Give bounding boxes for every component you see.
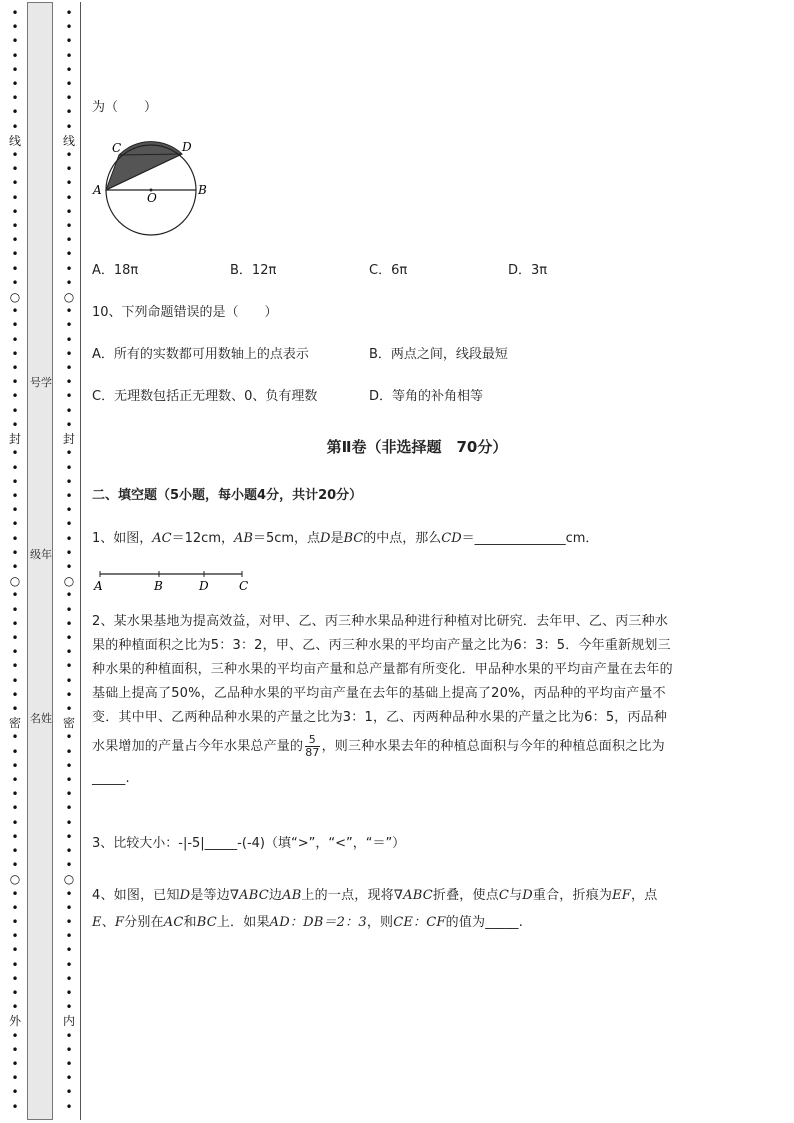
math-bc: BC [196,915,217,930]
binding-dot: • [65,787,73,802]
binding-dot: • [11,332,19,347]
binding-dot: • [11,787,19,802]
binding-dot: • [65,602,73,617]
binding-dot: • [65,304,73,319]
binding-dot: • [65,986,73,1001]
answer-blank[interactable]: ＝______________cm． [461,531,599,546]
binding-dot: • [65,460,73,475]
binding-dot: • [11,346,19,361]
binding-dot: • [11,1071,19,1086]
text: ，则三种水果去年的种植总面积与今年的种植总面积之比为 [321,739,665,754]
binding-dot: • [65,929,73,944]
text: 上．如果 [216,915,270,930]
q10-option-a[interactable]: A．所有的实数都可用数轴上的点表示 [92,347,309,362]
math-ac: AC [152,531,172,546]
binding-dot: • [11,772,19,787]
binding-dot: • [11,219,19,234]
math-ab: AB [233,531,253,546]
binding-marker: 封 [8,432,21,447]
binding-dot: • [11,162,19,177]
binding-dot: • [65,77,73,92]
binding-dot: • [11,204,19,219]
binding-dot: • [11,1028,19,1043]
fraction-5-87 [305,734,319,759]
fill-q3-stem: 3、比较大小：-|-5|_____-(-4)（填“>”，“<”，“＝”） [92,836,406,851]
q2-line: 果的种植面积之比为5：3：2，甲、乙、丙三种水果的平均亩产量之比为6：3：5．今年重新规划三 [92,638,671,653]
part2-title: 第Ⅱ卷（非选择题 70分） [326,438,508,456]
binding-dot: • [65,403,73,418]
binding-dot: • [11,34,19,49]
binding-dot: • [65,48,73,63]
fill-q1-stem [92,527,598,550]
binding-dot: • [65,772,73,787]
binding-dot: • [11,446,19,461]
binding-marker: ○ [63,290,75,305]
binding-dot: • [11,148,19,163]
math-cd: CD [441,531,462,546]
binding-dot: • [65,1085,73,1100]
binding-dot: • [11,361,19,376]
line-label-d: D [199,579,209,593]
binding-dot: • [11,503,19,518]
binding-dot: • [65,915,73,929]
binding-dot: • [65,559,73,574]
binding-dot: • [11,1085,19,1100]
q2-line: 变．其中甲、乙两种品种水果的产量之比为3：1，乙、丙两种品种水果的产量之比为6：5，丙品种 [92,710,668,725]
q9-option-d[interactable]: D．3π [508,263,548,278]
binding-dot: • [11,176,19,191]
binding-dot: • [65,417,73,432]
inner-dot-column [62,6,76,1121]
binding-dot: • [65,517,73,532]
binding-dot: • [11,488,19,503]
binding-marker: 线 [8,133,21,148]
binding-dot: • [65,190,73,205]
answer-blank[interactable]: _____. [92,771,130,786]
section2-title: 二、填空题（5小题，每小题4分，共计20分） [92,488,363,503]
binding-dot: • [65,375,73,390]
text: 水果增加的产量占今年水果总产量的 [92,739,304,754]
binding-dot: • [65,1071,73,1086]
binding-dot: • [11,403,19,418]
line-label-b: B [154,579,163,593]
binding-dot: • [65,957,73,972]
binding-dot: • [65,389,73,404]
binding-dot: • [11,517,19,532]
binding-marker: 密 [62,716,75,731]
field-student-id: 号学 [30,376,52,389]
binding-dot: • [65,318,73,333]
binding-dot: • [11,687,19,702]
binding-dot: • [65,233,73,248]
binding-dot: • [11,744,19,759]
binding-dot: • [11,645,19,660]
binding-dot: • [11,261,19,276]
text: 和 [183,915,197,930]
binding-dot: • [65,1057,73,1072]
text: 的中点，那么 [363,531,442,546]
binding-dot: • [65,829,73,844]
binding-dot: • [65,673,73,688]
binding-marker: ○ [9,574,21,589]
binding-dot: • [65,616,73,631]
text: ＝5cm，点 [252,531,321,546]
binding-dot: • [65,275,73,290]
binding-dot: • [65,247,73,262]
binding-dot: • [11,91,19,106]
binding-dot: • [65,105,73,120]
binding-dot: • [65,645,73,660]
binding-dot: • [65,971,73,986]
binding-dot: • [11,233,19,248]
binding-dot: • [11,304,19,319]
field-grade: 级年 [30,548,52,561]
binding-dot: • [11,559,19,574]
binding-dot: • [65,34,73,49]
binding-dot: • [65,1042,73,1057]
q10-option-b[interactable]: B．两点之间，线段最短 [369,347,508,362]
math-triangle: ∇ABC [393,888,433,903]
line-label-c: C [239,579,249,593]
binding-marker: ○ [9,872,21,887]
binding-dot: • [11,915,19,929]
fill-q2-stem [92,610,744,791]
binding-dot: • [65,1099,73,1114]
text: ，点 [631,888,658,903]
text: 边 [268,888,283,903]
binding-dot: • [65,162,73,177]
binding-border-line [80,2,81,1120]
math-ef: EF [612,888,632,903]
binding-dot: • [11,119,19,134]
binding-dot: • [65,744,73,759]
q4-line [92,882,744,909]
binding-dot: • [11,275,19,290]
q2-line [92,734,744,759]
binding-dot: • [65,815,73,830]
binding-dot: • [65,588,73,603]
binding-dot: • [65,630,73,645]
binding-marker: 线 [62,133,75,148]
binding-dot: • [11,673,19,688]
text: 分别在 [124,915,164,930]
binding-dot: • [65,886,73,901]
text: 与 [509,888,523,903]
answer-blank[interactable]: 的值为_____. [445,915,524,930]
binding-dot: • [11,957,19,972]
q4-line [92,909,744,936]
binding-dot: • [11,588,19,603]
text: ＝12cm， [171,531,234,546]
binding-dot: • [11,730,19,745]
binding-marker: ○ [63,872,75,887]
fill-q1-line-figure [92,566,262,596]
binding-dot: • [11,531,19,546]
binding-marker: ○ [63,574,75,589]
math-ac: AC [163,915,184,930]
binding-dot: • [65,148,73,163]
binding-dot: • [11,190,19,205]
q9-option-b[interactable]: B．12π [230,263,277,278]
field-name: 名姓 [30,712,52,725]
label-a: A [93,183,102,197]
binding-dot: • [11,77,19,92]
math-c: C [498,888,510,903]
binding-dot: • [65,446,73,461]
binding-dot: • [65,20,73,35]
binding-dot: • [11,545,19,560]
binding-dot: • [65,219,73,234]
binding-dot: • [65,204,73,219]
binding-dot: • [11,1099,19,1114]
binding-dot: • [11,886,19,901]
binding-dot: • [65,843,73,858]
binding-dot: • [11,616,19,631]
binding-marker: ○ [9,290,21,305]
binding-dot: • [11,20,19,35]
binding-dot: • [65,261,73,276]
binding-marker: 密 [8,716,21,731]
q2-line: 2、某水果基地为提高效益，对甲、乙、丙三种水果品种进行种植对比研究．去年甲、乙、丙三种水 [92,614,669,629]
math-ab: AB [282,888,302,903]
binding-dot: • [11,62,19,77]
q2-line: 基础上提高了50%，乙品种水果的平均亩产量在去年的基础上提高了20%，丙品种的平均亩产量不 [92,686,666,701]
binding-dot: • [65,474,73,489]
binding-marker: 外 [8,1014,21,1029]
binding-dot: • [65,346,73,361]
label-d: D [182,140,192,154]
line-label-a: A [94,579,103,593]
binding-dot: • [65,758,73,773]
binding-dot: • [11,247,19,262]
binding-dot: • [11,1000,19,1015]
binding-dot: • [65,91,73,106]
binding-dot: • [11,701,19,716]
q9-circle-figure [92,134,222,244]
binding-dot: • [65,545,73,560]
q9-stem-tail: 为（ ） [92,100,158,115]
label-o: O [147,191,157,205]
binding-dot: • [11,815,19,830]
binding-dot: • [65,176,73,191]
math-triangle: ∇ABC [229,888,269,903]
binding-dot: • [11,858,19,873]
q10-option-c[interactable]: C．无理数包括正无理数、0、负有理数 [92,389,318,404]
math-ratio: CE：CF [393,915,446,930]
binding-margin [0,0,84,1123]
binding-dot: • [65,1028,73,1043]
math-e: E [92,915,102,930]
binding-dot: • [11,105,19,120]
binding-dot: • [11,48,19,63]
text: 、 [101,915,115,930]
binding-dot: • [11,659,19,674]
binding-dot: • [11,829,19,844]
numerator: 5 [305,734,319,747]
outer-dot-column [8,6,22,1121]
binding-dot: • [11,630,19,645]
binding-dot: • [11,971,19,986]
binding-dot: • [11,801,19,816]
binding-dot: • [11,460,19,475]
binding-dot: • [65,943,73,958]
binding-dot: • [65,730,73,745]
info-strip [27,2,53,1120]
binding-dot: • [11,375,19,390]
binding-dot: • [65,687,73,702]
text: ，则 [366,915,394,930]
binding-dot: • [65,119,73,134]
math-d: D [522,888,533,903]
binding-dot: • [65,659,73,674]
binding-marker: 内 [62,1014,75,1029]
binding-dot: • [11,986,19,1001]
binding-dot: • [11,929,19,944]
binding-dot: • [65,531,73,546]
text: 是等边 [190,888,230,903]
math-bc: BC [343,531,364,546]
binding-dot: • [65,900,73,915]
q9-option-a[interactable]: A．18π [92,263,139,278]
text: 重合，折痕为 [532,888,613,903]
binding-dot: • [65,332,73,347]
q10-option-d[interactable]: D．等角的补角相等 [369,389,484,404]
text: 是 [330,531,344,546]
binding-dot: • [11,602,19,617]
denominator: 87 [305,746,320,759]
binding-dot: • [11,318,19,333]
fill-q4-stem [92,882,744,936]
q10-stem: 10、下列命题错误的是（ ） [92,305,278,320]
math-ratio: AD：DB＝2：3 [269,915,367,930]
text: 1、如图， [92,531,153,546]
q9-option-c[interactable]: C．6π [369,263,408,278]
math-d: D [320,531,331,546]
binding-dot: • [65,62,73,77]
binding-dot: • [11,1042,19,1057]
binding-dot: • [11,474,19,489]
binding-dot: • [11,900,19,915]
binding-dot: • [11,389,19,404]
label-b: B [198,183,207,197]
math-d: D [179,888,191,903]
binding-dot: • [65,801,73,816]
binding-dot: • [11,417,19,432]
binding-dot: • [65,1000,73,1015]
text: 折叠，使点 [432,888,499,903]
binding-dot: • [11,1057,19,1072]
text: 上的一点，现将 [301,888,394,903]
binding-marker: 封 [62,432,75,447]
binding-dot: • [11,758,19,773]
binding-dot: • [65,6,73,20]
binding-dot: • [11,6,19,20]
q2-line: 种水果的种植面积，三种水果的平均亩产量和总产量都有所变化．甲品种水果的平均亩产量在去年的 [92,662,673,677]
label-c: C [112,141,122,155]
binding-dot: • [11,943,19,958]
text: 4、如图，已知 [92,888,180,903]
binding-dot: • [11,843,19,858]
binding-dot: • [65,503,73,518]
binding-dot: • [65,488,73,503]
math-f: F [114,915,125,930]
binding-dot: • [65,701,73,716]
binding-dot: • [65,858,73,873]
binding-dot: • [65,361,73,376]
